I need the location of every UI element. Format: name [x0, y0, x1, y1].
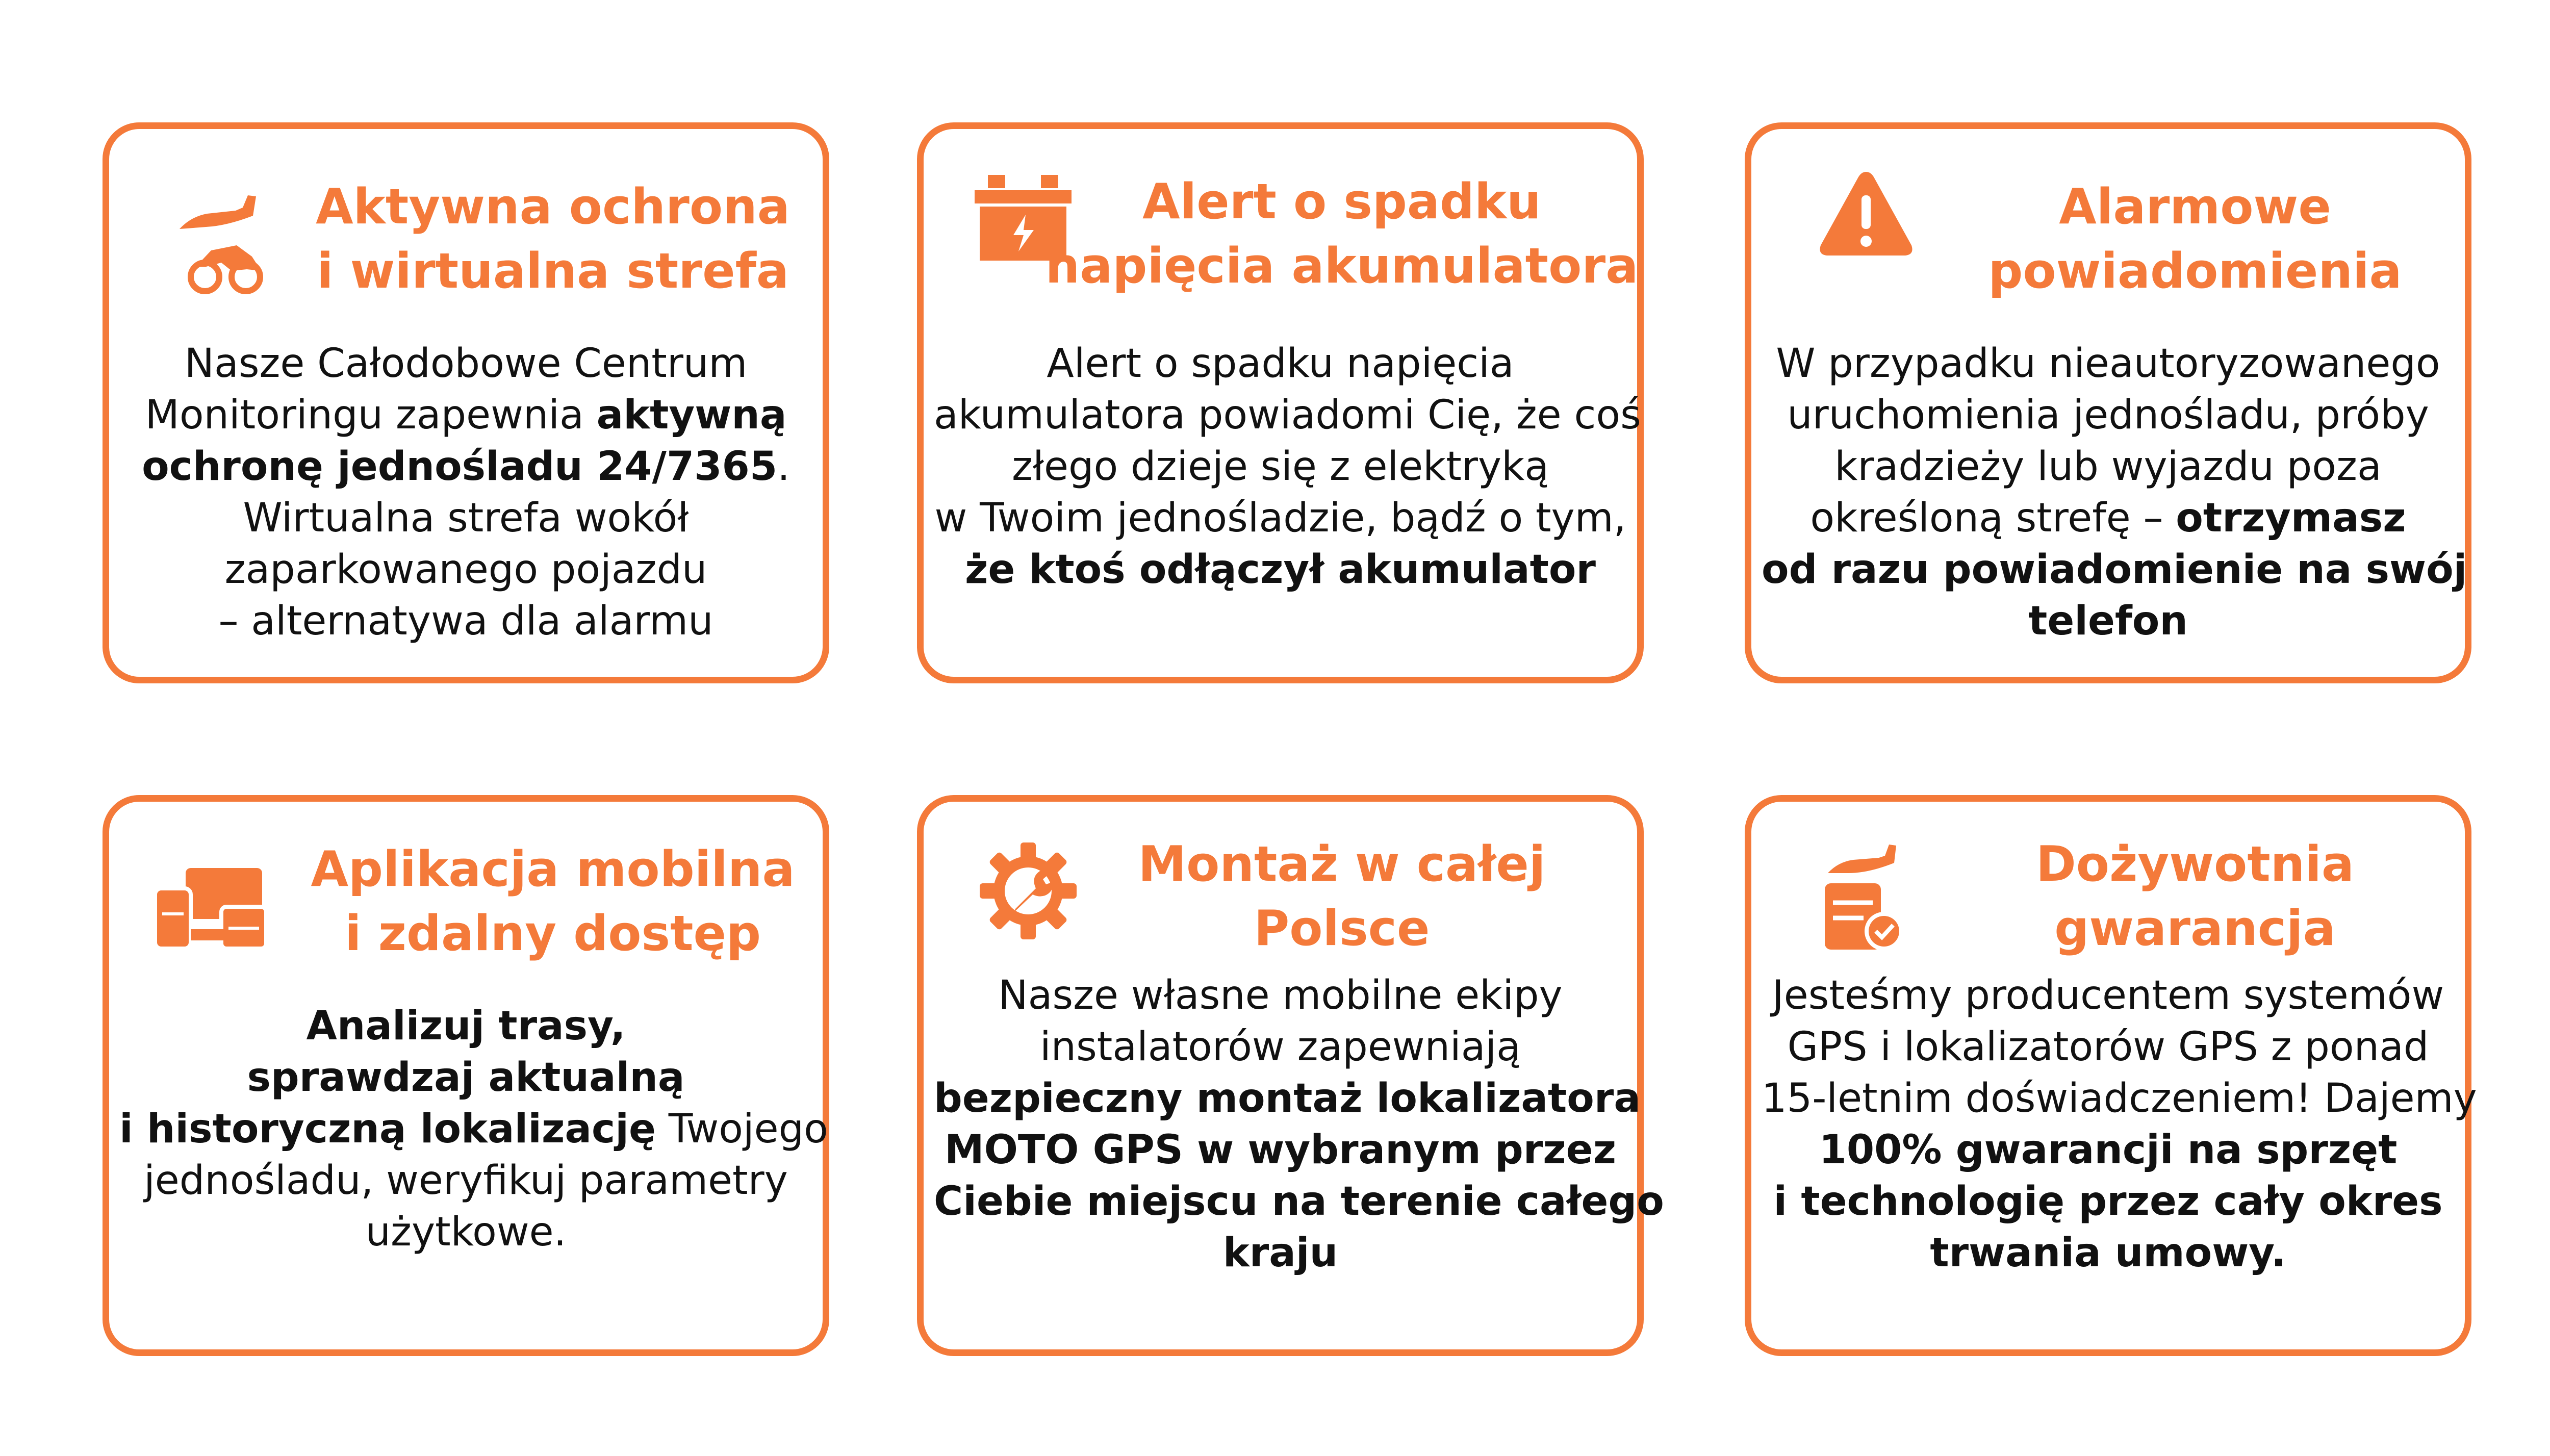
card-body — [119, 1001, 828, 1258]
card-body-line — [934, 544, 1627, 596]
card-body — [934, 338, 1641, 596]
hand-motorcycle-icon — [175, 185, 267, 297]
body-text: Monitoringu zapewnia — [145, 392, 597, 438]
card-body-line — [1762, 1176, 2455, 1228]
card-body-line — [1762, 390, 2455, 441]
card-body-line — [119, 596, 812, 647]
body-text: akumulatora powiadomi Cię, że coś — [934, 392, 1641, 438]
card-body-line — [119, 390, 812, 441]
card-title-line-2: powiadomienia — [1988, 243, 2402, 299]
card-title-line-1: Alert o spadku — [1142, 174, 1541, 230]
card-title-line-2: Polsce — [1254, 901, 1430, 957]
card-body — [1762, 338, 2467, 647]
card-body-line — [934, 493, 1627, 544]
card-body-line — [1762, 493, 2455, 544]
card-body — [934, 970, 1664, 1279]
body-text: W przypadku nieautoryzowanego — [1776, 341, 2440, 387]
card-body-line — [119, 1052, 812, 1104]
card-body-line — [1762, 1021, 2455, 1073]
body-text: – alternatywa dla alarmu — [218, 598, 713, 644]
card-body-line — [119, 1104, 828, 1155]
bold-text: że ktoś odłączył akumulator — [965, 547, 1596, 593]
body-text: Alert o spadku napięcia — [1047, 341, 1514, 387]
body-text: Jesteśmy producentem systemów — [1772, 973, 2444, 1018]
card-body-line — [1762, 1073, 2477, 1125]
body-text: . — [777, 444, 790, 490]
bold-text: i historyczną lokalizację — [119, 1106, 656, 1152]
hand-certificate-icon — [1823, 837, 1909, 955]
bold-text: i technologię przez cały okres — [1773, 1179, 2443, 1224]
body-text: w Twoim jednośladzie, bądź o tym, — [934, 495, 1626, 541]
card-body-line — [119, 1001, 812, 1052]
bold-text: kraju — [1222, 1230, 1338, 1276]
bold-text: otrzymasz — [2176, 495, 2406, 541]
card-body-line — [934, 970, 1627, 1021]
card-body-line — [934, 1176, 1664, 1228]
card-body-line — [934, 390, 1641, 441]
feature-card-battery-alert — [917, 122, 1644, 683]
card-body-line — [1762, 544, 2467, 596]
card-body-line — [934, 1125, 1627, 1176]
card-title-line-2: i zdalny dostęp — [345, 906, 761, 962]
bold-text: Ciebie miejscu na terenie całego — [934, 1179, 1664, 1224]
bold-text: ochronę jednośladu 24/7365 — [142, 444, 778, 490]
card-body-line — [934, 338, 1627, 390]
card-title-line-1: Dożywotnia — [2035, 836, 2355, 892]
card-title-line-1: Aktywna ochrona — [316, 179, 790, 235]
bold-text: bezpieczny montaż lokalizatora — [934, 1076, 1641, 1121]
card-body-line — [119, 1155, 812, 1207]
body-text: kradzieży lub wyjazdu poza — [1834, 444, 2382, 490]
body-text: jednośladu, weryfikuj parametry — [144, 1158, 788, 1204]
body-text: instalatorów zapewniają — [1040, 1024, 1521, 1070]
devices-icon — [155, 868, 267, 950]
card-title-line-1: Alarmowe — [2059, 179, 2331, 235]
card-body-line — [1762, 338, 2455, 390]
bold-text: trwania umowy. — [1930, 1230, 2286, 1276]
bold-text: 100% gwarancji na sprzęt — [1819, 1127, 2398, 1173]
card-title-line-1: Aplikacja mobilna — [311, 841, 795, 898]
card-body-line — [934, 1228, 1627, 1279]
body-text: zaparkowanego pojazdu — [224, 547, 707, 593]
card-body-line — [934, 441, 1627, 493]
bold-text: od razu powiadomienie na swój — [1762, 547, 2467, 593]
body-text: Nasze własne mobilne ekipy — [998, 973, 1563, 1018]
card-body-line — [119, 338, 812, 390]
bold-text: aktywną — [596, 392, 787, 438]
card-body-line — [119, 1207, 812, 1258]
bold-text: MOTO GPS w wybranym przez — [945, 1127, 1616, 1173]
card-title-line-2: gwarancja — [2054, 901, 2336, 957]
body-text: Wirtualna strefa wokół — [243, 495, 689, 541]
body-text: 15-letnim doświadczeniem! Dajemy — [1762, 1076, 2477, 1121]
body-text: określoną strefę – — [1810, 495, 2176, 541]
feature-card-mobile-app — [103, 795, 829, 1356]
bold-text: Analizuj trasy, — [306, 1003, 626, 1049]
card-body-line — [119, 544, 812, 596]
feature-card-active-protection — [103, 122, 829, 683]
card-body-line — [1762, 1125, 2455, 1176]
card-title-line-1: Montaż w całej — [1138, 836, 1546, 892]
body-text: uruchomienia jednośladu, próby — [1787, 392, 2429, 438]
card-body-line — [119, 441, 812, 493]
card-body-line — [1762, 441, 2455, 493]
body-text: użytkowe. — [365, 1209, 567, 1255]
bold-text: telefon — [2028, 598, 2188, 644]
feature-card-alarm-notifications — [1745, 122, 2471, 683]
card-title-line-2: i wirtualna strefa — [316, 243, 789, 299]
card-body-line — [1762, 596, 2455, 647]
body-text: Nasze Całodobowe Centrum — [184, 341, 748, 387]
body-text: złego dzieje się z elektryką — [1011, 444, 1549, 490]
card-body-line — [1762, 1228, 2455, 1279]
card-title-line-2: napięcia akumulatora — [1045, 238, 1639, 294]
card-body-line — [934, 1073, 1641, 1125]
feature-card-installation — [917, 795, 1664, 1356]
warning-icon — [1818, 170, 1915, 257]
card-body — [1762, 970, 2477, 1279]
card-body-line — [119, 493, 812, 544]
bold-text: sprawdzaj aktualną — [247, 1055, 685, 1101]
card-body-line — [934, 1021, 1627, 1073]
feature-card-lifetime-warranty — [1745, 795, 2477, 1356]
body-text: Twojego — [655, 1106, 828, 1152]
card-body — [119, 338, 812, 647]
body-text: GPS i lokalizatorów GPS z ponad — [1787, 1024, 2429, 1070]
card-body-line — [1762, 970, 2455, 1021]
